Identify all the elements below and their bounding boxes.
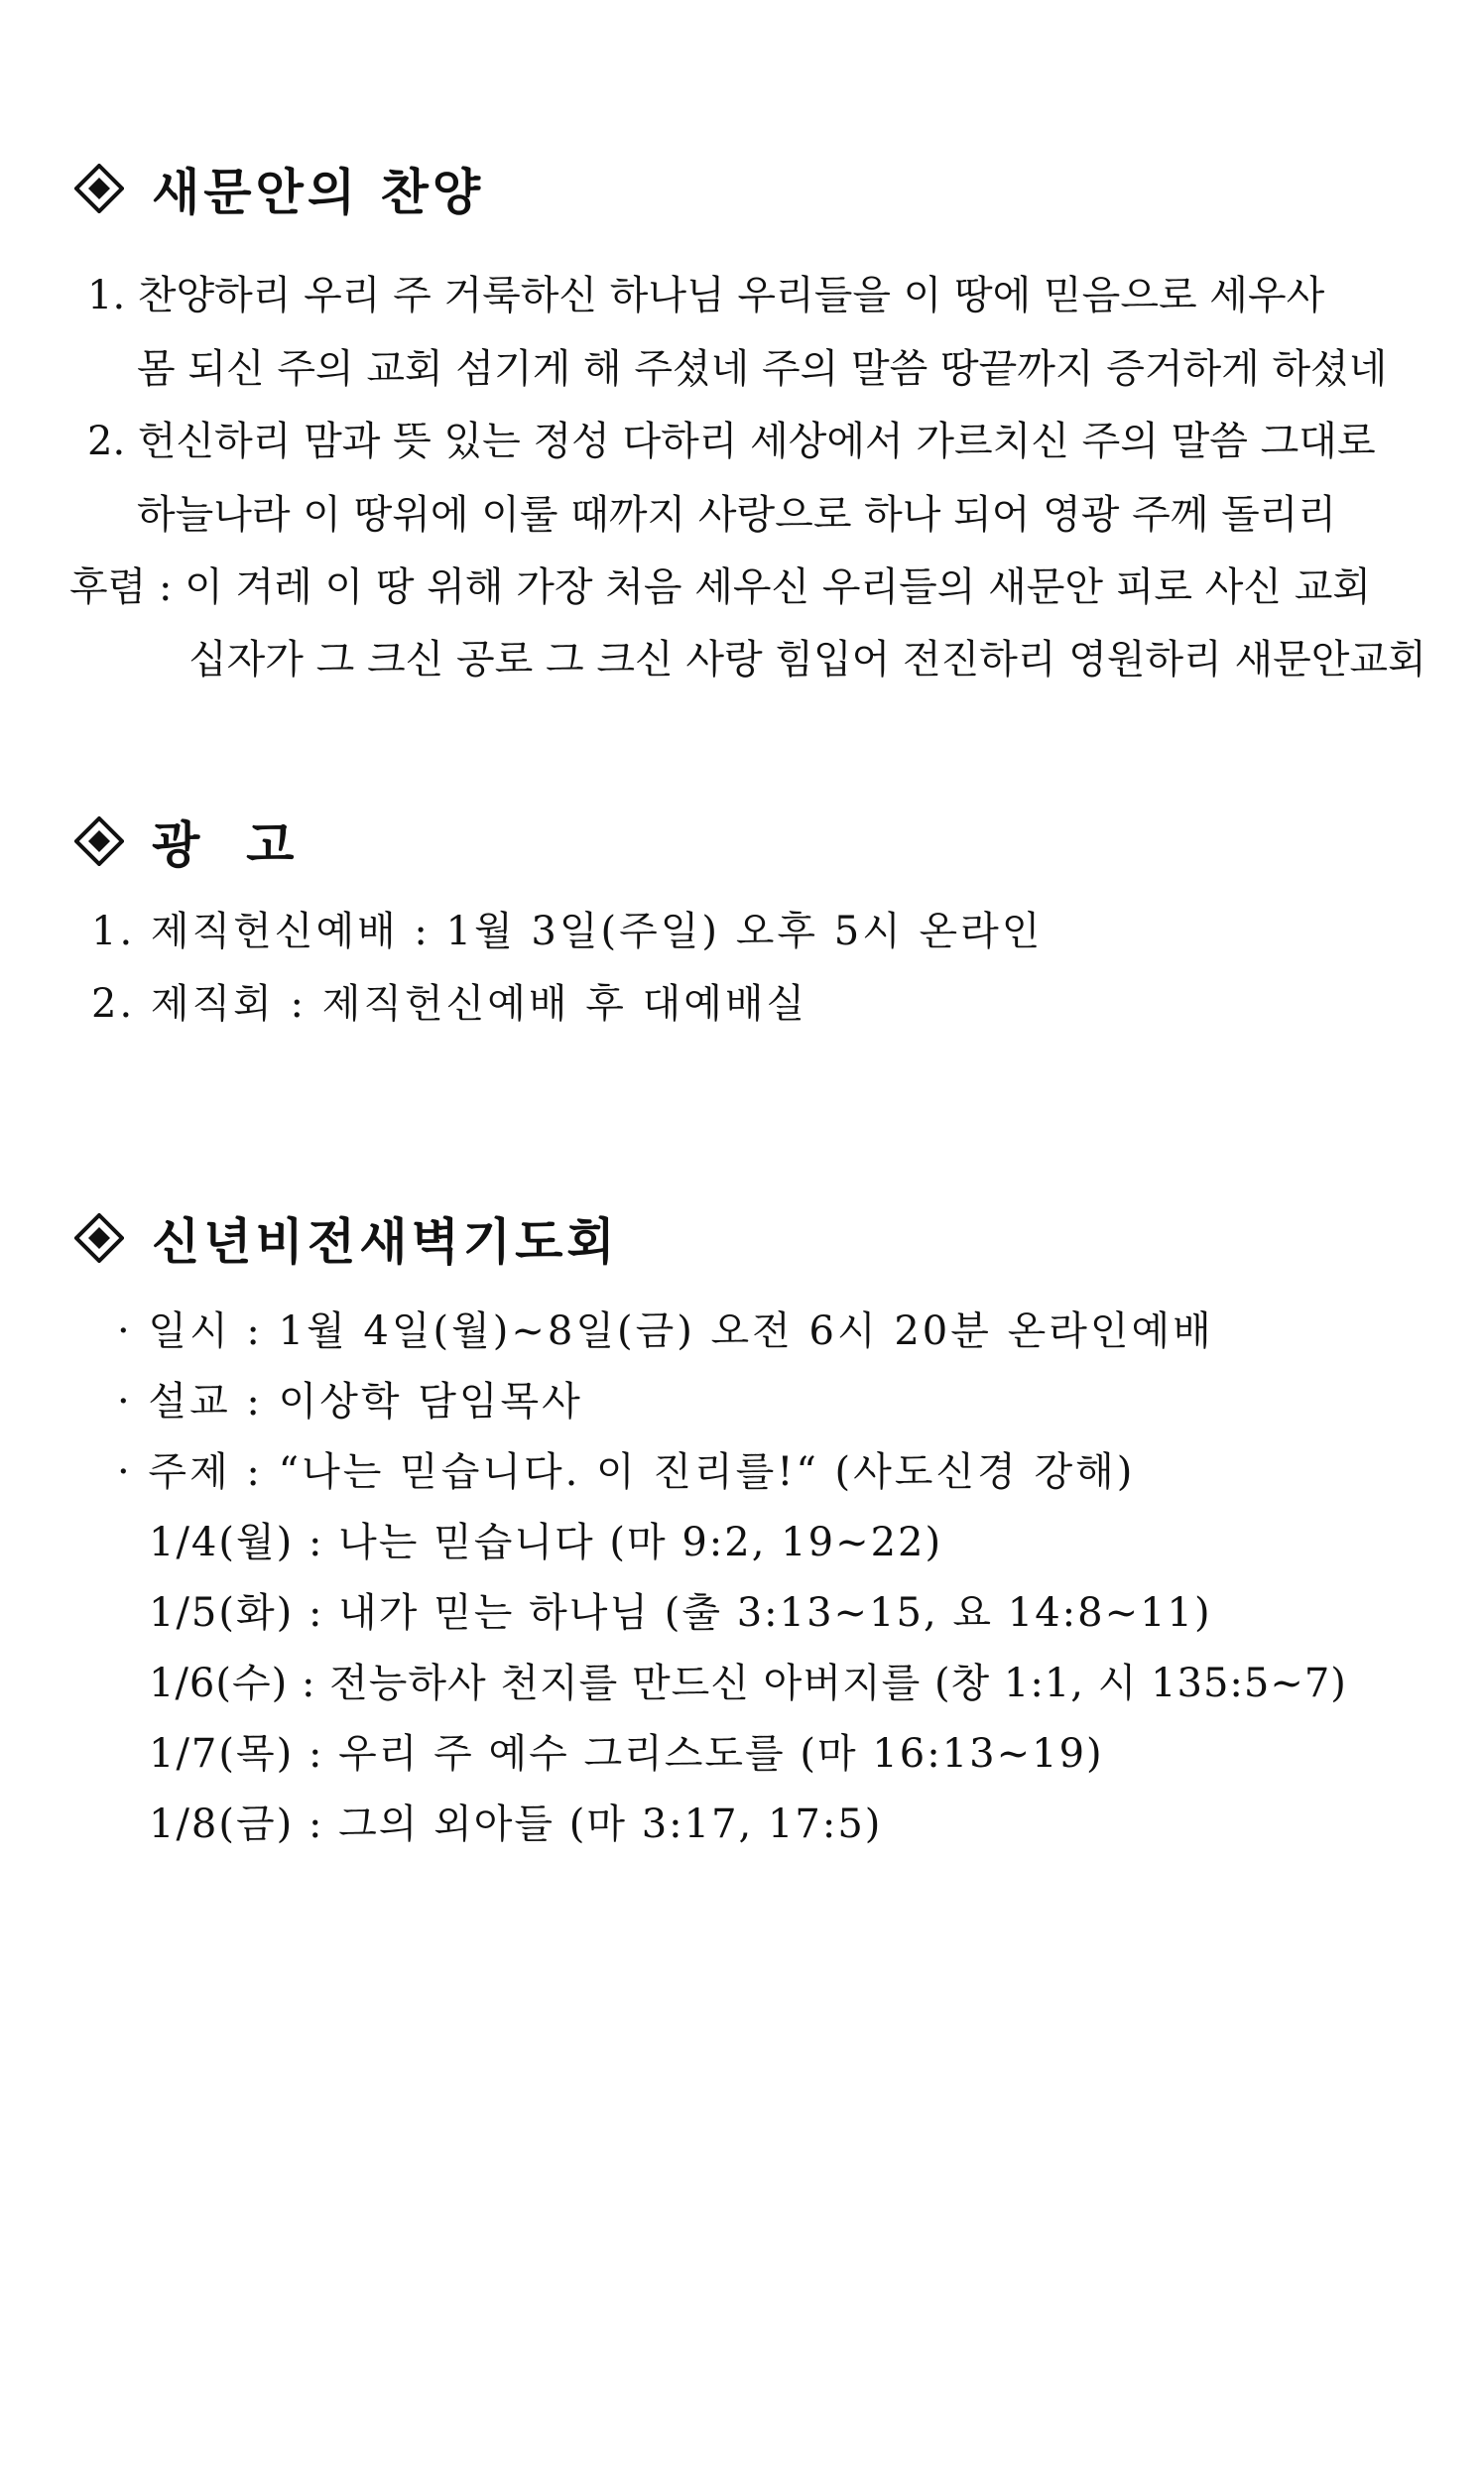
dawn-item-preacher: · 설교 : 이상학 담임목사: [117, 1379, 583, 1425]
dawn-title: 신년비전새벽기도회: [152, 1213, 619, 1271]
hymn-refrain-2: 십자가 그 크신 공로 그 크신 사랑 힘입어 전진하리 영원하리 새문안교회: [188, 637, 1426, 683]
diamond-bullet-icon: [74, 1213, 124, 1263]
dawn-item-theme: · 주제 : “나는 믿습니다. 이 진리를!“ (사도신경 강해): [117, 1449, 1136, 1495]
hymn-line-3: 2. 헌신하리 맘과 뜻 있는 정성 다하리 세상에서 가르치신 주의 말씀 그대로: [87, 419, 1376, 464]
dawn-heading: [74, 1208, 619, 1271]
notice-item-2: 2. 제직회 : 제직헌신예배 후 대예배실: [91, 981, 808, 1027]
hymn-title: 새문안의 찬양: [152, 164, 485, 221]
dawn-item-date: · 일시 : 1월 4일(월)~8일(금) 오전 6시 20분 온라인예배: [117, 1308, 1214, 1354]
notice-title: 광 고: [152, 816, 299, 874]
hymn-heading: [74, 159, 485, 221]
notice-heading: [74, 811, 299, 874]
hymn-line-4: 하늘나라 이 땅위에 이룰 때까지 사랑으로 하나 되어 영광 주께 돌리리: [137, 492, 1337, 538]
diamond-bullet-icon: [74, 816, 124, 866]
hymn-line-2: 몸 되신 주의 교회 섬기게 해 주셨네 주의 말씀 땅끝까지 증거하게 하셨네: [137, 346, 1388, 392]
schedule-day-3: 1/6(수) : 전능하사 천지를 만드신 아버지를 (창 1:1, 시 135:5~7): [149, 1661, 1347, 1706]
notice-item-1: 1. 제직헌신예배 : 1월 3일(주일) 오후 5시 온라인: [91, 909, 1044, 954]
schedule-day-2: 1/5(화) : 내가 믿는 하나님 (출 3:13~15, 요 14:8~11): [149, 1590, 1212, 1636]
schedule-day-1: 1/4(월) : 나는 믿습니다 (마 9:2, 19~22): [149, 1520, 943, 1565]
schedule-day-5: 1/8(금) : 그의 외아들 (마 3:17, 17:5): [149, 1801, 883, 1847]
hymn-refrain-1: 후렴 : 이 겨레 이 땅 위해 가장 처음 세우신 우리들의 새문안 피로 사신 교회: [69, 564, 1372, 610]
diamond-bullet-icon: [74, 164, 124, 213]
schedule-day-4: 1/7(목) : 우리 주 예수 그리스도를 (마 16:13~19): [149, 1731, 1104, 1777]
hymn-line-1: 1. 찬양하리 우리 주 거룩하신 하나님 우리들을 이 땅에 믿음으로 세우사: [87, 273, 1325, 318]
